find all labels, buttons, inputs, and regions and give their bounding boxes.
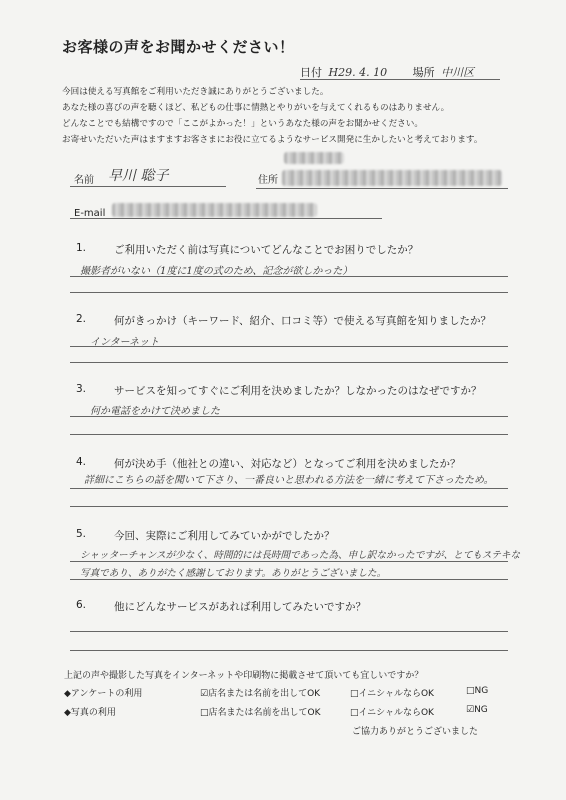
intro-line: 今回は使える写真館をご利用いただき誠にありがとうございました。 xyxy=(62,87,329,97)
answer-text: インターネット xyxy=(90,337,160,348)
date-place-row xyxy=(300,64,500,80)
consent-option-ng[interactable]: □NG xyxy=(466,686,489,696)
redacted-address xyxy=(282,170,502,186)
place-label: 場所 xyxy=(412,66,435,79)
consent-option-initial-ok[interactable]: □イニシャルならOK xyxy=(350,689,434,699)
date-label: 日付 xyxy=(300,66,322,79)
intro-line: あなた様の喜びの声を聴くほど、私どもの仕事に情熱とやりがいを与えてくれるものはありません。 xyxy=(62,103,450,113)
consent-question: 上記の声や撮影した写真をインターネットや印刷物に掲載させて頂いても宜しいですか？ xyxy=(64,671,424,681)
email-label: E-mail xyxy=(74,208,106,219)
name-label: 名前 xyxy=(74,175,94,186)
question-text: 今回、実際にご利用してみていかがでしたか？ xyxy=(114,530,335,542)
redacted-address xyxy=(284,152,344,164)
consent-option-ng[interactable]: ☑NG xyxy=(466,705,488,715)
consent-option-name-ok[interactable]: □店名または名前を出してOK xyxy=(200,708,321,718)
question-number: 4. xyxy=(76,456,87,468)
date-value: H29. 4. 10 xyxy=(328,66,388,79)
consent-option-initial-ok[interactable]: □イニシャルならOK xyxy=(350,708,434,718)
question-number: 6. xyxy=(76,599,87,611)
consent-option-name-ok[interactable]: ☑店名または名前を出してOK xyxy=(200,689,321,699)
redacted-email xyxy=(112,203,317,217)
question-text: ご利用いただく前は写真についてどんなことでお困りでしたか？ xyxy=(114,244,419,256)
survey-title: お客様の声をお聞かせください！ xyxy=(62,38,295,56)
name-value: 早川 聡子 xyxy=(108,168,169,184)
question-number: 2. xyxy=(76,313,87,325)
question-number: 5. xyxy=(76,528,87,540)
question-number: 1. xyxy=(76,242,87,254)
answer-text: 撮影者がいない（1度に1度の式のため、記念が欲しかった） xyxy=(80,266,353,277)
thanks-text: ご協力ありがとうございました xyxy=(352,727,479,737)
place-value: 中川区 xyxy=(441,66,475,79)
consent-row-label: ◆アンケートの利用 xyxy=(64,689,143,699)
intro-line: お寄せいただいた声はますますお客さまにお役に立てるようなサービス開発に生かしたいと考えております。 xyxy=(62,135,483,145)
intro-line: どんなことでも結構ですので「ここがよかった！」というあなた様の声をお聞かせください。 xyxy=(62,119,423,129)
question-text: 何がきっかけ（キーワード、紹介、口コミ等）で使える写真館を知りましたか？ xyxy=(114,315,492,327)
address-label: 住所 xyxy=(258,175,278,186)
question-text: 何が決め手（他社との違い、対応など）となってご利用を決めましたか？ xyxy=(114,458,461,470)
answer-text: シャッターチャンスが少なく、時間的には長時間であった為、申し訳なかったですが、とてもステキな xyxy=(80,550,521,561)
question-text: 他にどんなサービスがあれば利用してみたいですか？ xyxy=(114,601,366,613)
answer-text: 何か電話をかけて決めました xyxy=(90,406,220,417)
answer-text: 写真であり、ありがたく感謝しております。ありがとうございました。 xyxy=(80,568,387,579)
question-text: サービスを知ってすぐにご利用を決めましたか？しなかったのはなぜですか？ xyxy=(114,385,482,397)
consent-row-label: ◆写真の利用 xyxy=(64,708,116,718)
question-number: 3. xyxy=(76,383,87,395)
answer-text: 詳細にこちらの話を聞いて下さり、一番良いと思われる方法を一緒に考えて下さったため。 xyxy=(84,475,494,486)
